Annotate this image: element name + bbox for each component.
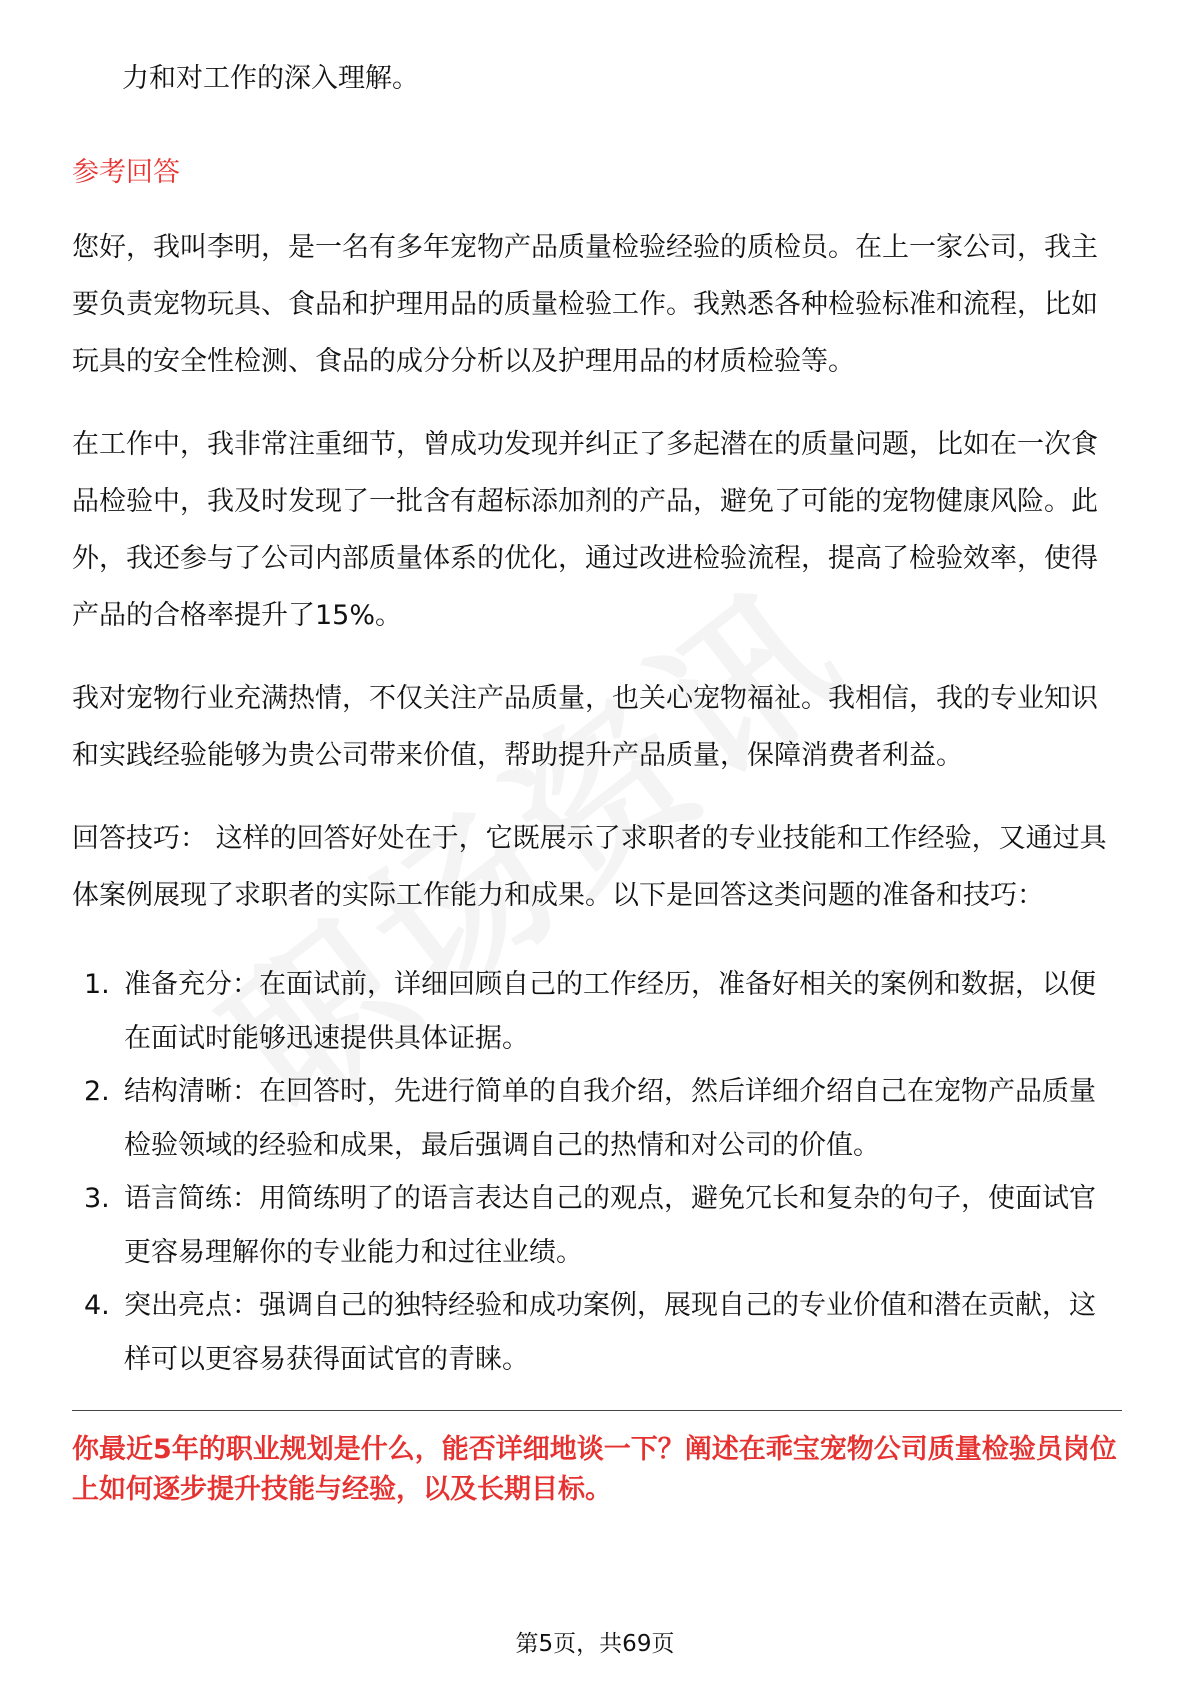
tip-item	[72, 958, 1122, 1065]
tip-text: 准备充分：在面试前，详细回顾自己的工作经历，准备好相关的案例和数据，以便在面试时能够迅速提供具体证据。	[124, 969, 1096, 1054]
answer-paragraph-1: 您好，我叫李明，是一名有多年宠物产品质量检验经验的质检员。在上一家公司，我主要负责宠物玩具、食品和护理用品的质量检验工作。我熟悉各种检验标准和流程，比如玩具的安全性检测、食品的成分分析以及护理用品的材质检验等。	[72, 232, 1098, 377]
tip-item	[72, 1172, 1122, 1279]
tip-text: 语言简练：用简练明了的语言表达自己的观点，避免冗长和复杂的句子，使面试官更容易理解你的专业能力和过往业绩。	[124, 1183, 1096, 1268]
reference-answer-heading: 参考回答	[72, 157, 180, 188]
tip-number: 1.	[84, 969, 110, 1000]
tip-item	[72, 1279, 1122, 1386]
section-divider	[72, 1410, 1122, 1411]
answer-paragraph-3: 我对宠物行业充满热情，不仅关注产品质量，也关心宠物福祉。我相信，我的专业知识和实践经验能够为贵公司带来价值，帮助提升产品质量，保障消费者利益。	[72, 683, 1098, 771]
tip-number: 4.	[84, 1290, 110, 1321]
tip-text: 突出亮点：强调自己的独特经验和成功案例，展现自己的专业价值和潜在贡献，这样可以更容易获得面试官的青睐。	[124, 1290, 1096, 1375]
tip-number: 3.	[84, 1183, 110, 1214]
tip-number: 2.	[84, 1076, 110, 1107]
page-footer: 第5页，共69页	[515, 1631, 675, 1657]
next-question-heading: 你最近5年的职业规划是什么，能否详细地谈一下？阐述在乖宝宠物公司质量检验员岗位上如何逐步提升技能与经验，以及长期目标。	[72, 1434, 1117, 1505]
tip-text: 结构清晰：在回答时，先进行简单的自我介绍，然后详细介绍自己在宠物产品质量检验领域的经验和成果，最后强调自己的热情和对公司的价值。	[124, 1076, 1096, 1161]
answer-paragraph-2: 在工作中，我非常注重细节，曾成功发现并纠正了多起潜在的质量问题，比如在一次食品检验中，我及时发现了一批含有超标添加剂的产品，避免了可能的宠物健康风险。此外，我还参与了公司内部质量体系的优化，通过改进检验流程，提高了检验效率，使得产品的合格率提升了15%。	[72, 429, 1098, 631]
tips-list	[72, 958, 1122, 1386]
answer-tips-paragraph: 回答技巧： 这样的回答好处在于，它既展示了求职者的专业技能和工作经验，又通过具体案例展现了求职者的实际工作能力和成果。以下是回答这类问题的准备和技巧：	[72, 823, 1107, 911]
intro-tail-text: 力和对工作的深入理解。	[122, 63, 419, 94]
document-body	[72, 50, 1122, 1386]
tip-item	[72, 1065, 1122, 1172]
